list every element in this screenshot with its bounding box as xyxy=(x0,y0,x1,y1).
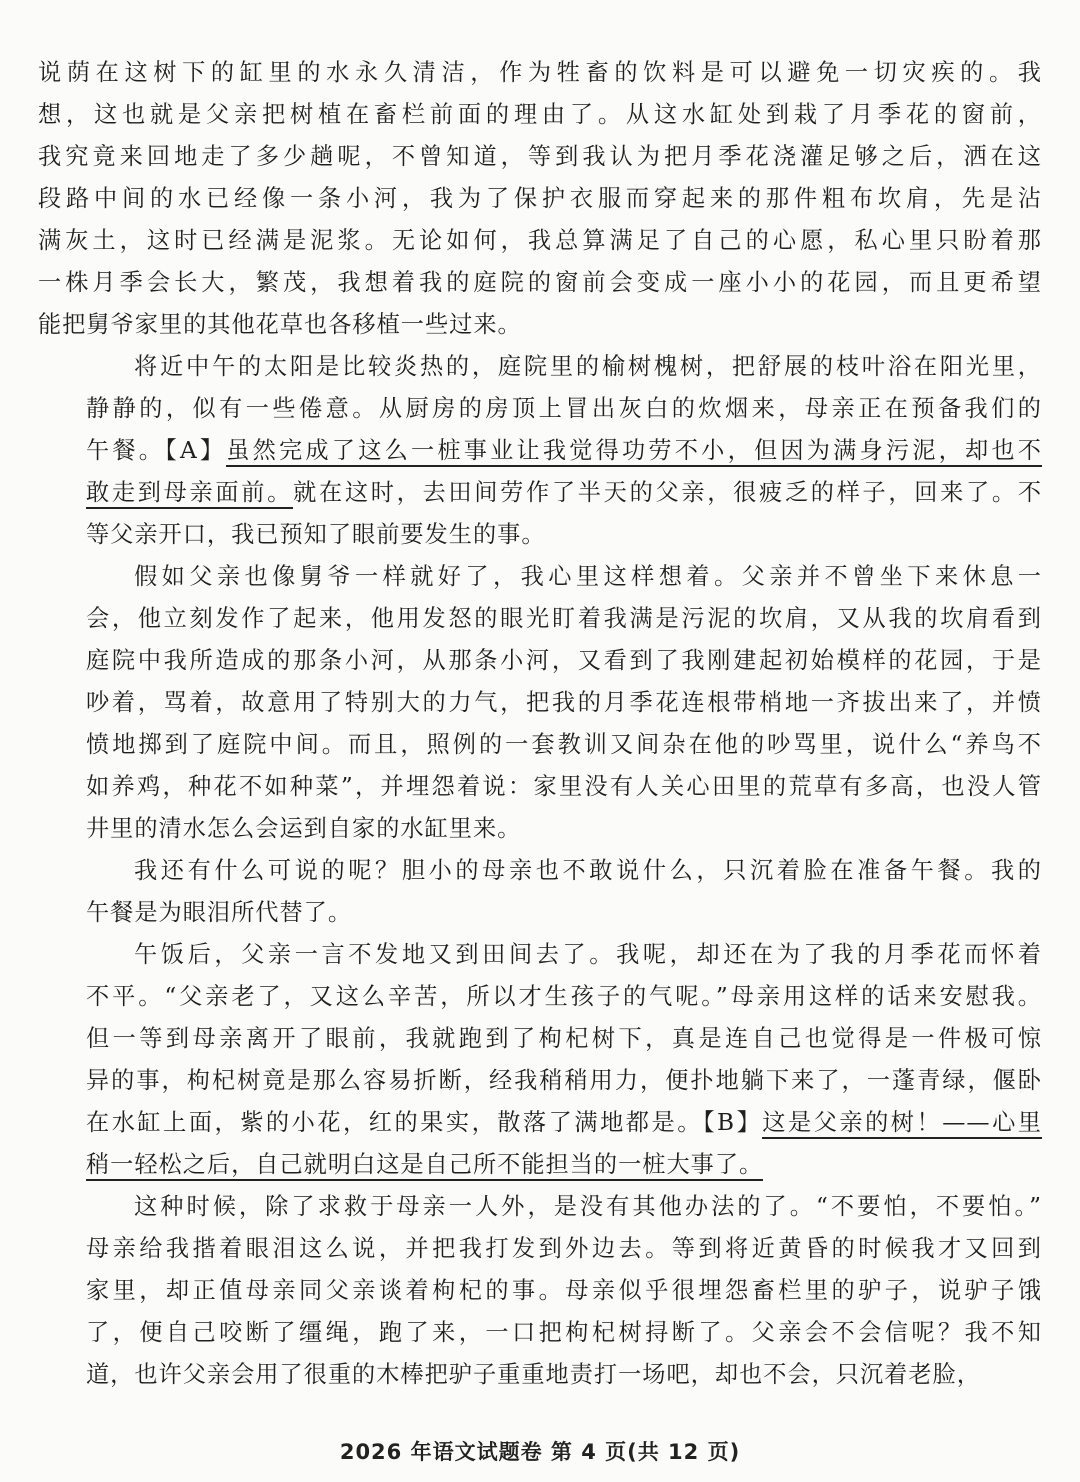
text-line: 假如父亲也像舅爷一样就好了，我心里这样想着。父亲并不曾坐下来休息一 xyxy=(134,563,1042,590)
text-line: 愤地掷到了庭院中间。而且，照例的一套教训又间杂在他的吵骂里，说什么“养鸟不 xyxy=(86,731,1042,758)
text-line: 等父亲开口，我已预知了眼前要发生的事。 xyxy=(86,521,546,548)
paragraph xyxy=(38,346,1042,556)
text-line: 午饭后，父亲一言不发地又到田间去了。我呢，却还在为了我的月季花而怀着 xyxy=(134,941,1042,968)
underlined-sentence: 稍一轻松之后，自己就明白这是自己所不能担当的一桩大事了。 xyxy=(86,1151,763,1181)
text-line: 这种时候，除了求救于母亲一人外，是没有其他办法的了。“不要怕，不要怕。” xyxy=(134,1193,1042,1220)
text-line: 家里，却正值母亲同父亲谈着枸杞的事。母亲似乎很埋怨畜栏里的驴子，说驴子饿 xyxy=(86,1277,1042,1304)
text-line: 午餐。【A】虽然完成了这么一桩事业让我觉得功劳不小，但因为满身污泥，却也不 xyxy=(38,430,1042,472)
paragraph xyxy=(38,1186,1042,1396)
text-line: 想，这也就是父亲把树植在畜栏前面的理由了。从这水缸处到栽了月季花的窗前， xyxy=(38,101,1042,128)
text-line: 段路中间的水已经像一条小河，我为了保护衣服而穿起来的那件粗布坎肩，先是沾 xyxy=(38,185,1042,212)
text-line: 敢走到母亲面前。就在这时，去田间劳作了半天的父亲，很疲乏的样子，回来了。不 xyxy=(38,472,1042,514)
text-line: 说荫在这树下的缸里的水永久清洁，作为牲畜的饮料是可以避免一切灾疾的。我 xyxy=(38,59,1042,86)
underlined-sentence: 虽然完成了这么一桩事业让我觉得功劳不小，但因为满身污泥，却也不 xyxy=(226,437,1042,467)
text-line: 道，也许父亲会用了很重的木棒把驴子重重地责打一场吧，却也不会，只沉着老脸， xyxy=(86,1361,981,1388)
text-line: 午餐是为眼泪所代替了。 xyxy=(86,899,353,926)
paragraph xyxy=(38,934,1042,1186)
underlined-sentence: 这是父亲的树！——心里 xyxy=(762,1109,1042,1139)
underlined-sentence: 敢走到母亲面前。 xyxy=(86,479,293,509)
text-line: 静静的，似有一些倦意。从厨房的房顶上冒出灰白的炊烟来，母亲正在预备我们的 xyxy=(86,395,1042,422)
text-line: 了，便自己咬断了缰绳，跑了来，一口把枸杞树挦断了。父亲会不会信呢？我不知 xyxy=(86,1319,1042,1346)
text-line: 能把舅爷家里的其他花草也各移植一些过来。 xyxy=(38,311,522,338)
text-line: 异的事，枸杞树竟是那么容易折断，经我稍稍用力，便扑地躺下来了，一蓬青绿，偃卧 xyxy=(86,1067,1042,1094)
page-footer: 2026 年语文试题卷 第 4 页(共 12 页) xyxy=(339,1440,741,1464)
text-line: 会，他立刻发作了起来，他用发怒的眼光盯着我满是污泥的坎肩，又从我的坎肩看到 xyxy=(86,605,1042,632)
text-line: 庭院中我所造成的那条小河，从那条小河，又看到了我刚建起初始模样的花园，于是 xyxy=(86,647,1042,674)
text-line: 将近中午的太阳是比较炎热的，庭院里的榆树槐树，把舒展的枝叶浴在阳光里， xyxy=(134,353,1042,380)
text-line: 母亲给我揩着眼泪这么说，并把我打发到外边去。等到将近黄昏的时候我才又回到 xyxy=(86,1235,1042,1262)
paragraph xyxy=(38,556,1042,850)
text-line: 一株月季会长大，繁茂，我想着我的庭院的窗前会变成一座小小的花园，而且更希望 xyxy=(38,269,1042,296)
text-line: 井里的清水怎么会运到自家的水缸里来。 xyxy=(86,815,522,842)
text-line: 吵着，骂着，故意用了特别大的力气，把我的月季花连根带梢地一齐拔出来了，并愤 xyxy=(86,689,1042,716)
text-line: 我还有什么可说的呢？胆小的母亲也不敢说什么，只沉着脸在准备午餐。我的 xyxy=(134,857,1042,884)
text-line: 如养鸡，种花不如种菜”，并埋怨着说：家里没有人关心田里的荒草有多高，也没人管 xyxy=(86,773,1042,800)
text-line: 满灰土，这时已经满是泥浆。无论如何，我总算满足了自己的心愿，私心里只盼着那 xyxy=(38,227,1042,254)
text-line: 在水缸上面，紫的小花，红的果实，散落了满地都是。【B】这是父亲的树！——心里 xyxy=(38,1102,1042,1144)
text-line: 但一等到母亲离开了眼前，我就跑到了枸杞树下，真是连自己也觉得是一件极可惊 xyxy=(86,1025,1042,1052)
text-line: 不平。“父亲老了，又这么辛苦，所以才生孩子的气呢。”母亲用这样的话来安慰我。 xyxy=(86,983,1042,1010)
text-line: 我究竟来回地走了多少趟呢，不曾知道，等到我认为把月季花浇灌足够之后，洒在这 xyxy=(38,143,1042,170)
text-line xyxy=(38,1144,1042,1186)
paragraph xyxy=(38,52,1042,346)
paragraph xyxy=(38,850,1042,934)
exam-passage xyxy=(38,52,1042,1396)
